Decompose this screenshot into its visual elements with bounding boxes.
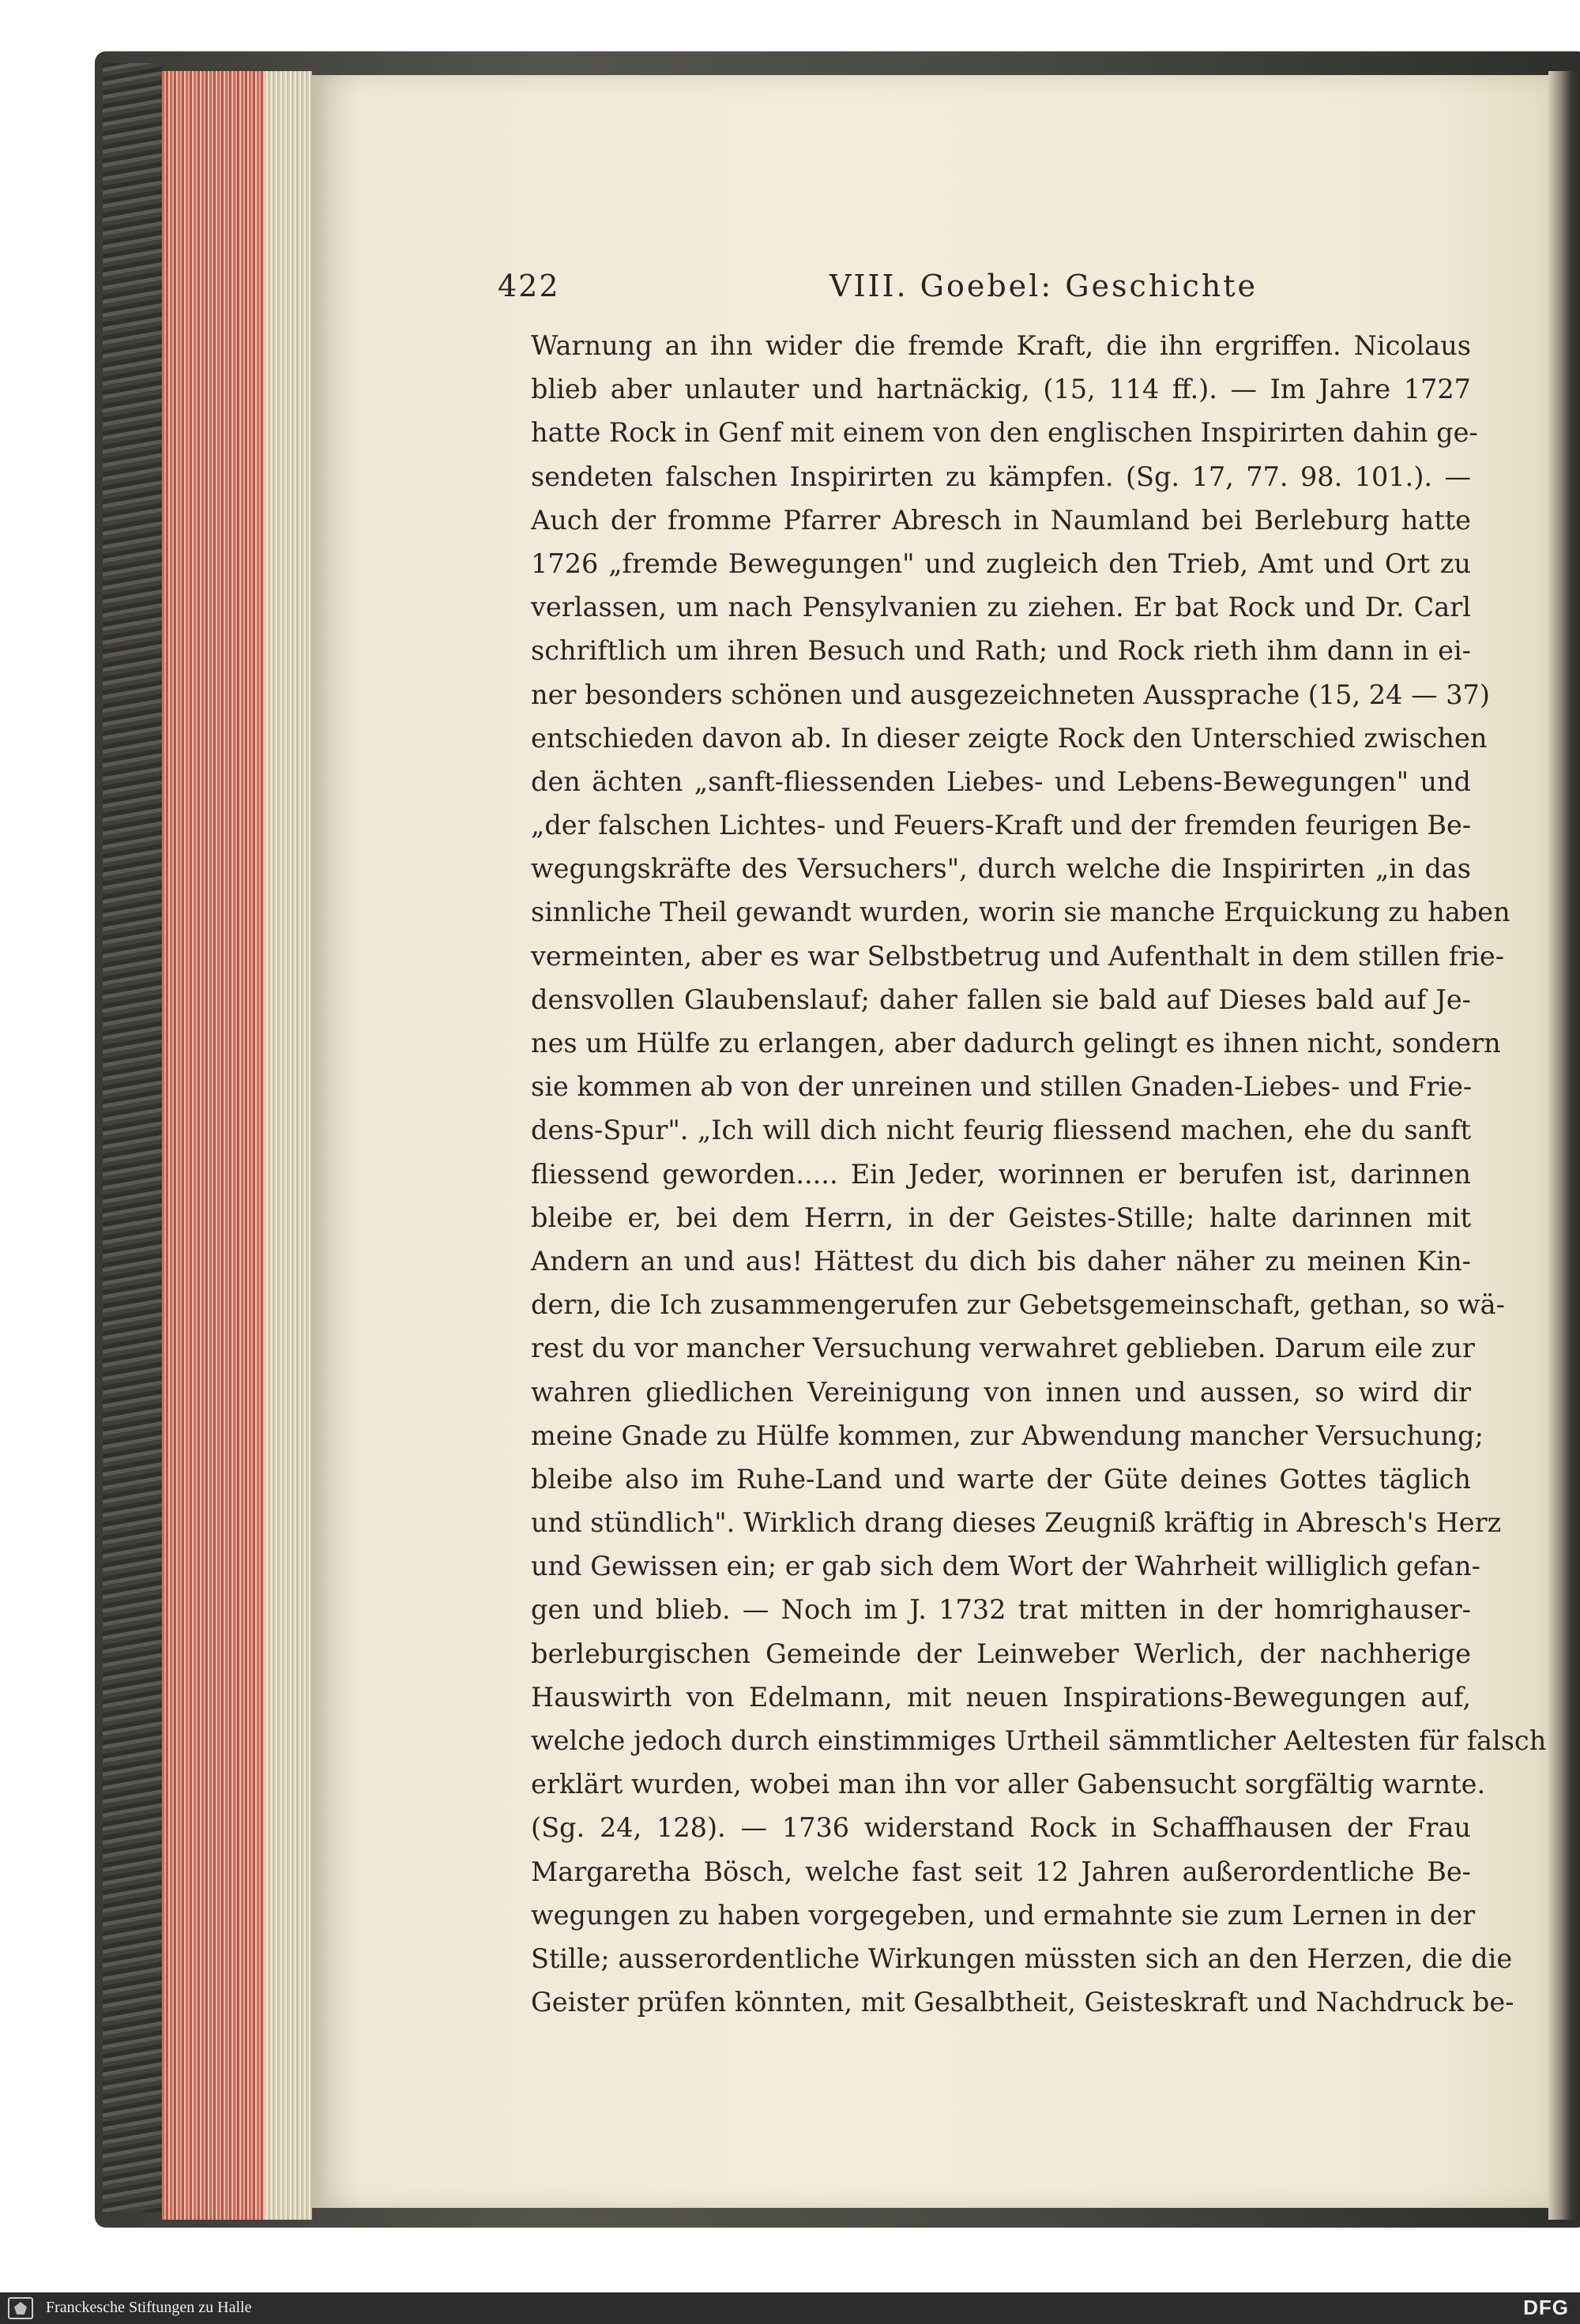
text-line: gen und blieb. — Noch im J. 1732 trat mitten in der homrighauser-	[531, 1594, 1471, 1626]
text-line: entschieden davon ab. In dieser zeigte Rock den Unterschied zwischen	[531, 722, 1488, 754]
text-line: den ächten „sanft-fliessenden Liebes- und Lebens-Bewegungen" und	[531, 765, 1471, 797]
text-line: und Gewissen ein; er gab sich dem Wort der Wahrheit williglich gefan-	[531, 1551, 1480, 1582]
text-line: ner besonders schönen und ausgezeichneten Aussprache (15, 24 — 37)	[531, 679, 1490, 710]
text-line: verlassen, um nach Pensylvanien zu ziehen. Er bat Rock und Dr. Carl	[531, 592, 1471, 623]
page-number: 422	[498, 269, 560, 303]
text-line: Hauswirth von Edelmann, mit neuen Inspirations-Bewegungen auf,	[531, 1681, 1471, 1713]
text-line: wegungskräfte des Versuchers", durch welche die Inspirirten „in das	[531, 853, 1471, 885]
text-line: sendeten falschen Inspirirten zu kämpfen. (Sg. 17, 77. 98. 101.). —	[531, 461, 1471, 492]
text-line: Warnung an ihn wider die fremde Kraft, die ihn ergriffen. Nicolaus	[531, 330, 1471, 361]
text-line: sinnliche Theil gewandt wurden, worin sie manche Erquickung zu haben	[531, 897, 1510, 928]
text-line: welche jedoch durch einstimmiges Urtheil sämmtlicher Aeltesten für falsch	[531, 1725, 1547, 1756]
text-line: wegungen zu haben vorgegeben, und ermahnte sie zum Lernen in der	[531, 1899, 1476, 1931]
text-line: densvollen Glaubenslauf; daher fallen sie bald auf Dieses bald auf Je-	[531, 983, 1471, 1015]
cover-marbled-edge	[103, 63, 162, 2212]
francke-foundation-logo-icon	[8, 2297, 33, 2319]
text-line: meine Gnade zu Hülfe kommen, zur Abwendung mancher Versuchung;	[531, 1420, 1484, 1451]
text-line: (Sg. 24, 128). — 1736 widerstand Rock in Schaffhausen der Frau	[531, 1812, 1471, 1844]
text-line: blieb aber unlauter und hartnäckig, (15, 114 ff.). — Im Jahre 1727	[531, 374, 1471, 405]
text-line: erklärt wurden, wobei man ihn vor aller Gabensucht sorgfältig warnte.	[531, 1769, 1486, 1800]
text-line: berleburgischen Gemeinde der Leinweber Werlich, der nachherige	[531, 1638, 1471, 1669]
text-line: bleibe er, bei dem Herrn, in der Geistes-Stille; halte darinnen mit	[531, 1201, 1471, 1233]
running-header	[498, 269, 1469, 316]
text-line: Auch der fromme Pfarrer Abresch in Naumland bei Berleburg hatte	[531, 504, 1471, 536]
text-line: nes um Hülfe zu erlangen, aber dadurch gelingt es ihnen nicht, sondern	[531, 1028, 1501, 1059]
dfg-logo: DFG	[1523, 2296, 1569, 2319]
text-line: vermeinten, aber es war Selbstbetrug und Aufenthalt in dem stillen frie-	[531, 940, 1505, 972]
body-text	[531, 324, 1547, 2024]
text-line: fliessend geworden..... Ein Jeder, worinnen er berufen ist, darinnen	[531, 1158, 1471, 1190]
running-title: VIII. Goebel: Geschichte	[830, 269, 1258, 303]
facing-page-edge	[1548, 71, 1580, 2220]
institution-name: Franckesche Stiftungen zu Halle	[46, 2299, 252, 2316]
page-edges	[162, 71, 312, 2220]
text-line: Stille; ausserordentliche Wirkungen müssten sich an den Herzen, die die	[531, 1942, 1513, 1974]
text-line: schriftlich um ihren Besuch und Rath; und Rock rieth ihm dann in ei-	[531, 635, 1471, 667]
text-line: bleibe also im Ruhe-Land und warte der Güte deines Gottes täglich	[531, 1463, 1471, 1495]
text-line: dern, die Ich zusammengerufen zur Gebetsgemeinschaft, gethan, so wä-	[531, 1289, 1505, 1321]
text-line: Andern an und aus! Hättest du dich bis daher näher zu meinen Kin-	[531, 1245, 1471, 1277]
text-line: Geister prüfen könnten, mit Gesalbtheit, Geisteskraft und Nachdruck be-	[531, 1987, 1514, 2018]
text-line: dens-Spur". „Ich will dich nicht feurig fliessend machen, ehe du sanft	[531, 1115, 1471, 1146]
text-line: 1726 „fremde Bewegungen" und zugleich den Trieb, Amt und Ort zu	[531, 547, 1471, 579]
text-line: rest du vor mancher Versuchung verwahret geblieben. Darum eile zur	[531, 1333, 1475, 1364]
text-line: „der falschen Lichtes- und Feuers-Kraft und der fremden feurigen Be-	[531, 810, 1472, 841]
text-line: hatte Rock in Genf mit einem von den englischen Inspirirten dahin ge-	[531, 417, 1478, 449]
text-line: Margaretha Bösch, welche fast seit 12 Jahren außerordentliche Be-	[531, 1856, 1471, 1887]
text-line: und stündlich". Wirklich drang dieses Zeugniß kräftig in Abresch's Herz	[531, 1507, 1502, 1539]
text-line: sie kommen ab von der unreinen und stillen Gnaden-Liebes- und Frie-	[531, 1071, 1473, 1103]
text-line: wahren gliedlichen Vereinigung von innen und aussen, so wird dir	[531, 1376, 1471, 1408]
viewer-footer	[0, 2292, 1580, 2324]
